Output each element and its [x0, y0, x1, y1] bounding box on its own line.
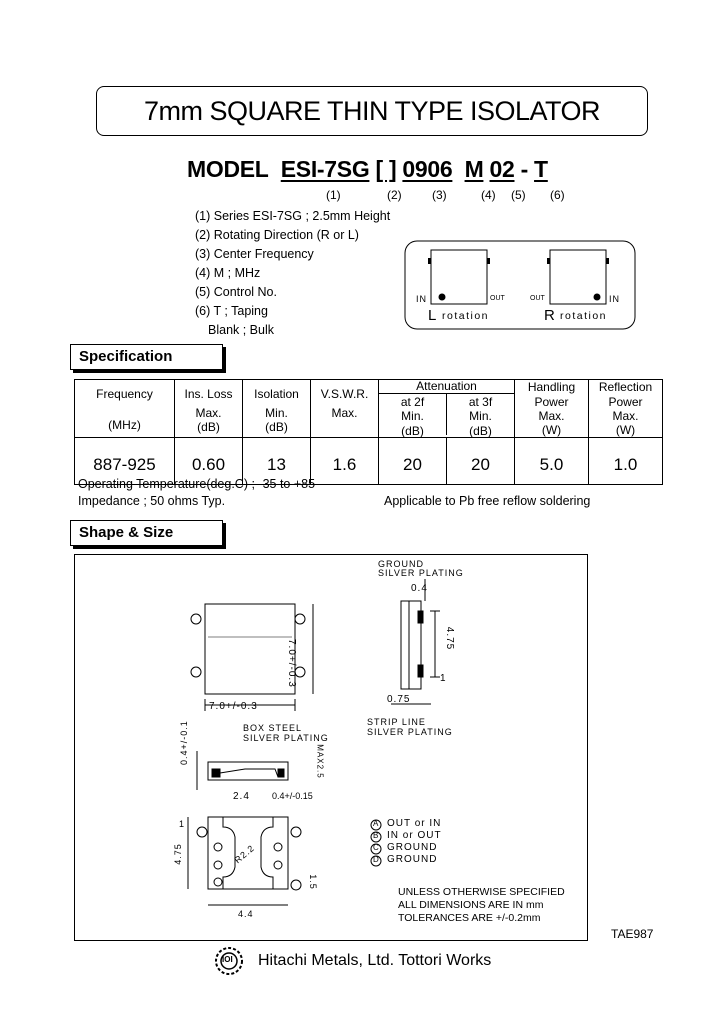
model-index-6: (6): [550, 188, 565, 202]
spec-col-reflection-l1: Reflection: [598, 380, 653, 394]
box-steel-label: BOX STEEL: [243, 723, 303, 733]
spec-col-isolation-l1: Isolation: [254, 387, 299, 401]
dim-4-75-bottom: 4.75: [172, 843, 183, 865]
rotation-r-out: OUT: [530, 295, 545, 302]
spec-col-at3f: [447, 394, 514, 438]
spec-value-handling: 5.0: [515, 438, 589, 485]
rotation-l-in: IN: [416, 294, 427, 304]
spec-col-reflection-l2: Max.: [612, 409, 639, 423]
spec-table: [74, 379, 663, 485]
pin-c-text: GROUND: [387, 842, 438, 853]
rotation-diagram: [404, 240, 636, 330]
spec-col-handling-l2: Max.: [538, 409, 565, 423]
dim-0-4-0-15: 0.4+/-0.15: [272, 791, 313, 801]
strip-line-label: STRIP LINE: [367, 717, 426, 727]
company-logo: [214, 946, 244, 976]
note-temperature: Operating Temperature(deg.C) ; -35 to +85: [78, 477, 316, 491]
legend-line-7: Blank ; Bulk: [208, 323, 275, 337]
pin-a-id: A: [373, 819, 379, 828]
spec-col-at2f-l1: at 2f: [400, 395, 425, 409]
spec-col-at2f: [379, 394, 447, 438]
technical-drawing: [75, 555, 589, 942]
spec-col-reflection-power: [589, 380, 663, 438]
dim-0-4-top: 0.4: [411, 583, 428, 594]
dim-max2-5: MAX2.5: [315, 744, 325, 779]
legend-line-1: (1) Series ESI-7SG ; 2.5mm Height: [195, 209, 391, 223]
spec-value-frequency: 887-925: [75, 438, 175, 485]
spec-value-at2f: 20: [379, 438, 447, 485]
model-index-5: (5): [511, 188, 526, 202]
rotation-l-label: rotation: [442, 310, 490, 322]
model-tape: T: [534, 156, 548, 182]
strip-silver-label: SILVER PLATING: [367, 727, 453, 737]
spec-value-ins-loss: 0.60: [175, 438, 243, 485]
silver-plating-label: SILVER PLATING: [378, 568, 464, 578]
company-name: Hitachi Metals, Ltd. Tottori Works: [258, 952, 492, 969]
dim-4-75-side: 4.75: [444, 626, 456, 651]
dim-4-4: 4.4: [238, 909, 254, 919]
spec-col-vswr-l2: Max.: [331, 406, 358, 420]
unless-line-2: ALL DIMENSIONS ARE IN mm: [398, 899, 544, 911]
model-dash: -: [520, 156, 528, 182]
spec-col-isolation-l3: (dB): [265, 420, 288, 434]
spec-col-at3f-l3: (dB): [469, 424, 492, 438]
pin-a-text: OUT or IN: [387, 818, 442, 829]
spec-col-vswr-l1: V.S.W.R.: [320, 387, 369, 401]
dim-1-5: 1.5: [307, 874, 318, 890]
drawing-frame: [74, 554, 588, 941]
spec-col-ins-loss: [175, 380, 243, 438]
rotation-r-label: rotation: [560, 310, 608, 322]
legend-line-5: (5) Control No.: [195, 285, 277, 299]
spec-col-handling-l3: (W): [541, 423, 562, 437]
rotation-r-letter: R: [544, 307, 555, 324]
unless-line-1: UNLESS OTHERWISE SPECIFIED: [398, 886, 565, 898]
dim-7-0-horizontal: 7.0+/-0.3: [209, 701, 258, 712]
top-view-body: [205, 604, 295, 694]
legend-line-2: (2) Rotating Direction (R or L): [195, 228, 359, 242]
spec-col-frequency-l1: Frequency: [96, 387, 153, 401]
specification-header: Specification: [70, 344, 223, 370]
dim-1-side: 1: [440, 673, 447, 684]
model-index-1: (1): [326, 188, 341, 202]
model-index-4: (4): [481, 188, 496, 202]
legend-line-6: (6) T ; Taping: [195, 304, 268, 318]
spec-col-at2f-l3: (dB): [401, 424, 424, 438]
model-rotation: [ ]: [375, 156, 397, 182]
rotation-l-dot: [439, 294, 446, 301]
spec-value-vswr: 1.6: [311, 438, 379, 485]
spec-col-reflection-l3: (W): [615, 423, 636, 437]
spec-header-row: [75, 380, 663, 438]
spec-attenuation-label: Attenuation: [379, 380, 514, 394]
model-m: M: [464, 156, 484, 182]
unless-line-3: TOLERANCES ARE +/-0.2mm: [398, 912, 541, 924]
rotation-l-out: OUT: [490, 295, 505, 302]
rotation-l-letter: L: [428, 307, 437, 324]
spec-col-reflection-l1b: Power: [608, 395, 643, 409]
spec-col-at3f-l2: Min.: [469, 409, 492, 423]
spec-col-handling-l1: Handling: [527, 380, 576, 394]
dim-2-4: 2.4: [233, 791, 250, 802]
dim-r2-2: R2.2: [232, 842, 257, 866]
spec-col-vswr: [311, 380, 379, 438]
spec-col-frequency: [75, 380, 175, 438]
spec-col-at3f-l1: at 3f: [468, 395, 493, 409]
spec-col-ins-loss-l2: Max.: [195, 406, 222, 420]
spec-col-isolation: [243, 380, 311, 438]
spec-col-frequency-l3: (MHz): [108, 418, 141, 432]
note-pb-free: Applicable to Pb free reflow soldering: [384, 494, 591, 508]
doc-code: TAE987: [611, 927, 654, 941]
dim-1-bottom: 1: [179, 819, 186, 829]
pin-c-id: C: [373, 843, 379, 852]
pin-b-text: IN or OUT: [387, 830, 442, 841]
model-index-2: (2): [387, 188, 402, 202]
note-impedance: Impedance ; 50 ohms Typ.: [78, 494, 226, 508]
spec-col-attenuation: [379, 380, 515, 438]
model-index-3: (3): [432, 188, 447, 202]
model-series: ESI-7SG: [280, 156, 370, 182]
spec-col-isolation-l2: Min.: [265, 406, 288, 420]
logo-text: IOI: [222, 955, 233, 964]
spec-col-handling-l1b: Power: [534, 395, 569, 409]
spec-col-ins-loss-l3: (dB): [197, 420, 220, 434]
pin-d-id: D: [373, 855, 379, 864]
dim-0-75: 0.75: [387, 694, 411, 705]
model-ctrl: 02: [489, 156, 515, 182]
dim-0-4-0-1: 0.4+/-0.1: [179, 720, 189, 765]
rotation-r-dot: [594, 294, 601, 301]
box-silver-label: SILVER PLATING: [243, 733, 329, 743]
spec-col-ins-loss-l1: Ins. Loss: [184, 387, 233, 401]
model-freq: 0906: [402, 156, 453, 182]
spec-col-handling-power: [515, 380, 589, 438]
rotation-r-in: IN: [609, 294, 620, 304]
spec-value-at3f: 20: [447, 438, 515, 485]
spec-value-reflection: 1.0: [589, 438, 663, 485]
pin-b-id: B: [373, 831, 379, 840]
pin-d-text: GROUND: [387, 854, 438, 865]
page-title: 7mm SQUARE THIN TYPE ISOLATOR: [96, 86, 648, 136]
dim-7-0-vertical: 7.0+/-0.3: [286, 639, 297, 688]
ground-label: GROUND: [378, 559, 424, 569]
model-prefix: MODEL: [187, 156, 269, 182]
shape-size-header: Shape & Size: [70, 520, 223, 546]
spec-value-isolation: 13: [243, 438, 311, 485]
legend-line-4: (4) M ; MHz: [195, 266, 261, 280]
model-line: [187, 156, 548, 183]
legend-line-3: (3) Center Frequency: [195, 247, 314, 261]
spec-col-at2f-l2: Min.: [401, 409, 424, 423]
